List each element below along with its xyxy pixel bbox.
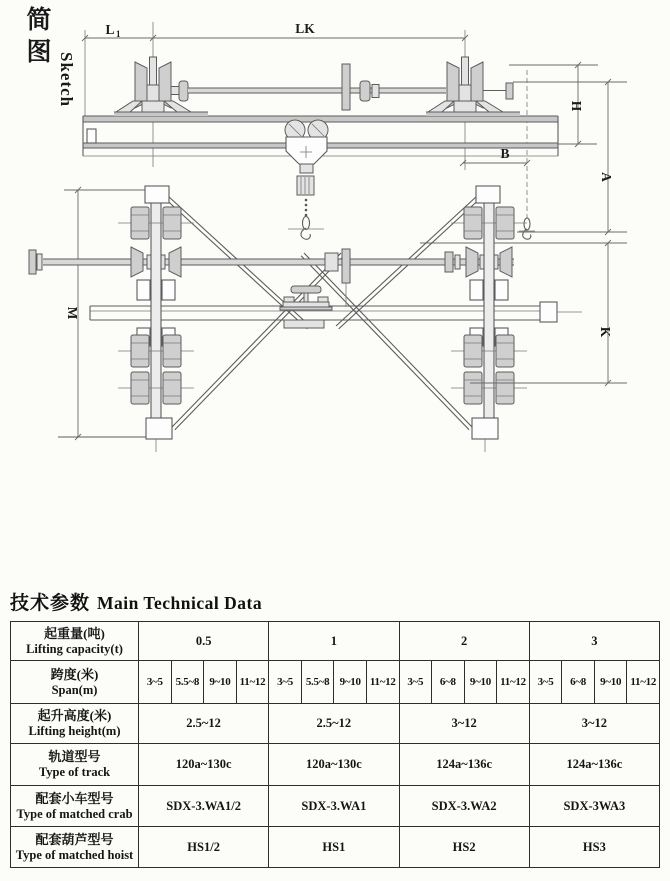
row-label — [11, 744, 139, 786]
table-cell: 6~8 — [432, 661, 465, 704]
table-cell: 5.5~8 — [301, 661, 334, 704]
dim-label-l1: L — [105, 22, 115, 37]
heading-chinese: 技术参数 — [10, 593, 91, 614]
table-cell: 11~12 — [627, 661, 660, 704]
table-cell: 5.5~8 — [171, 661, 204, 704]
row-label-en: Type of matched crab — [16, 806, 133, 821]
row-label — [11, 786, 139, 827]
table-cell: 9~10 — [594, 661, 627, 704]
table-row — [11, 827, 660, 868]
dim-label-l1-sub: 1 — [116, 29, 121, 39]
table-cell: 6~8 — [562, 661, 595, 704]
right-sheave-assembly — [426, 57, 520, 116]
chain-block — [297, 176, 314, 195]
table-cell: 124a~136c — [399, 744, 529, 786]
row-label-en: Lifting capacity(t) — [26, 641, 123, 656]
table-cell: 120a~130c — [139, 744, 269, 786]
table-cell: SDX-3.WA1 — [269, 786, 399, 827]
row-label — [11, 622, 139, 661]
table-cell: 2 — [399, 622, 529, 661]
table-cell: 124a~136c — [529, 744, 659, 786]
table-cell: SDX-3WA3 — [529, 786, 659, 827]
table-cell: 9~10 — [334, 661, 367, 704]
row-label — [11, 661, 139, 704]
row-label-en: Type of matched hoist — [15, 847, 134, 862]
section-heading — [10, 588, 262, 615]
row-label-cn: 轨道型号 — [48, 749, 101, 764]
table-cell: 11~12 — [236, 661, 269, 704]
table-cell: 11~12 — [366, 661, 399, 704]
table-cell: 120a~130c — [269, 744, 399, 786]
shaft-bracket — [342, 64, 350, 110]
dim-label-b: B — [500, 146, 510, 161]
sketch-title-english: Sketch — [57, 52, 76, 108]
table-cell: SDX-3.WA1/2 — [139, 786, 269, 827]
dimension-l1-lk — [82, 21, 468, 41]
table-cell: 1 — [269, 622, 399, 661]
row-label-en: Type of track — [38, 765, 111, 779]
table-cell: 9~10 — [204, 661, 237, 704]
handwheel-mechanism — [280, 286, 332, 328]
cross-beam — [90, 302, 582, 322]
drive-shaft — [188, 64, 446, 110]
table-cell: 3~5 — [529, 661, 562, 704]
dim-label-lk: LK — [295, 21, 315, 36]
dim-label-a: A — [599, 172, 614, 182]
table-cell: 3~5 — [139, 661, 172, 704]
dim-label-k: K — [598, 326, 613, 338]
left-sheave-assembly — [114, 57, 208, 116]
row-label-en: Span(m) — [51, 682, 98, 697]
dimension-h — [569, 62, 584, 147]
spec-table-wrap — [10, 621, 660, 868]
sketch-title-chinese: 简图 — [23, 6, 50, 70]
beam-end-stop — [87, 129, 96, 143]
end-hook — [519, 218, 535, 239]
row-label-cn: 配套小车型号 — [35, 790, 114, 806]
row-label-cn: 起升高度(米) — [37, 708, 112, 723]
row-label — [11, 827, 139, 868]
table-cell: 3 — [529, 622, 659, 661]
table-cell: 11~12 — [497, 661, 530, 704]
table-cell: HS3 — [529, 827, 659, 868]
hook — [288, 217, 324, 240]
row-label — [11, 704, 139, 744]
table-cell: SDX-3.WA2 — [399, 786, 529, 827]
dimension-a — [599, 79, 614, 235]
end-view — [29, 186, 627, 452]
table-cell: HS2 — [399, 827, 529, 868]
table-row — [11, 704, 660, 744]
table-cell: 3~12 — [529, 704, 659, 744]
table-cell: 3~12 — [399, 704, 529, 744]
spec-table — [10, 621, 660, 868]
table-row — [11, 622, 660, 661]
dim-label-m: M — [65, 306, 80, 320]
row-label-en: Lifting height(m) — [28, 724, 121, 738]
spec-table-body — [11, 622, 660, 868]
heading-english: Main Technical Data — [97, 593, 263, 613]
table-row — [11, 744, 660, 786]
table-cell: 3~5 — [399, 661, 432, 704]
cross-drive-shaft — [29, 247, 514, 307]
table-cell: 2.5~12 — [139, 704, 269, 744]
dim-label-h: H — [569, 100, 584, 112]
table-cell: 2.5~12 — [269, 704, 399, 744]
table-cell: HS1 — [269, 827, 399, 868]
table-cell: HS1/2 — [139, 827, 269, 868]
row-label-cn: 起重量(吨) — [44, 625, 105, 641]
table-cell: 9~10 — [464, 661, 497, 704]
table-row — [11, 661, 660, 704]
diagonal-braces — [165, 196, 479, 430]
row-label-cn: 跨度(米) — [50, 666, 99, 682]
hoist-trolley — [285, 120, 328, 239]
table-row — [11, 786, 660, 827]
table-cell: 3~5 — [269, 661, 302, 704]
table-cell: 0.5 — [139, 622, 269, 661]
row-label-cn: 配套葫芦型号 — [35, 831, 114, 847]
